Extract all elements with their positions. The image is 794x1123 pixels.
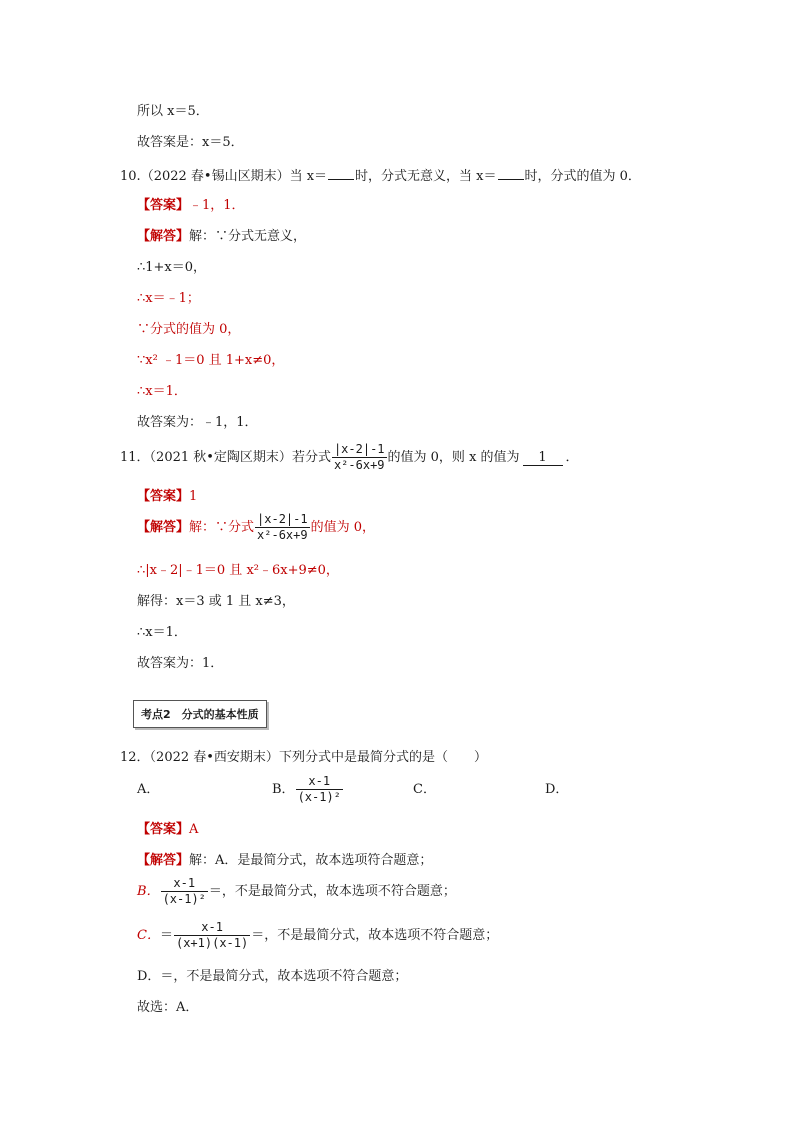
fraction: $\frac{x-1}{\text{(x-1)²}}$: [162, 876, 206, 906]
text-line: 所以 x＝5．: [137, 104, 209, 119]
answer-value: ﹣1，1．: [189, 198, 245, 213]
question-number: 10.: [120, 169, 141, 184]
answer-value: 1: [189, 489, 198, 504]
question-10: 10.（2022 春•锡山区期末）当 x＝ 时，分式无意义，当 x＝ 时，分式的值为 0．: [120, 166, 641, 186]
section-heading: 考点2 分式的基本性质: [133, 700, 267, 728]
conclusion: 故答案为：﹣1，1．: [137, 415, 258, 430]
solution-step: ∵x² ﹣1＝0 且 1+x≠0，: [137, 353, 285, 368]
answer-line: [137, 821, 198, 839]
fraction: $\frac{x-1}{(x+1)(x-1)}$: [175, 920, 249, 950]
question-source: （2022 春•西安期末）: [149, 750, 279, 765]
solution-step: ∴|x﹣2|﹣1＝0 且 x²﹣6x+9≠0，: [137, 563, 339, 578]
solution-label: 【解答】: [137, 520, 190, 535]
option-c: C．: [413, 782, 436, 797]
option-d: D．: [545, 782, 569, 797]
conclusion: 故选：A．: [137, 1000, 199, 1015]
answer-blank: 1: [523, 451, 563, 466]
solution-line: 【解答】解：A．是最简分式，故本选项符合题意；: [137, 853, 433, 868]
question-11: 11．（2021 秋•定陶区期末）若分式 $\frac{|x-2|-1}{\text{x²-6x+9}}$ 的值为 0，则 x 的值为 1 ．: [120, 442, 579, 472]
solution-step: ∴x＝1．: [137, 625, 187, 640]
answer-blank: [498, 166, 524, 180]
answer-value: A: [189, 822, 199, 837]
solution-line: 【解答】解：∵分式 $\frac{|x-2|-1}{\text{x²-6x+9}}$ 的值为 0，: [137, 512, 376, 542]
answer-line: [137, 488, 197, 506]
question-12: 12．（2022 春•西安期末）下列分式中是最简分式的是（ ）: [120, 750, 487, 765]
solution-step: ∴x＝1．: [137, 384, 187, 399]
answer-blank: [328, 166, 354, 180]
solution-step: D．＝，不是最简分式，故本选项不符合题意；: [137, 969, 408, 984]
solution-step: ∴1+x＝0，: [137, 260, 207, 275]
answer-line: [137, 197, 245, 215]
solution-step: C．＝ $\frac{x-1}{(x+1)(x-1)}$ ＝，不是最简分式，故本选项不符合题意；: [137, 920, 499, 950]
solution-step: B． $\frac{x-1}{\text{(x-1)²}}$ ＝，不是最简分式，故本选项不符合题意；: [137, 876, 456, 906]
fraction: $\frac{|x-2|-1}{\text{x²-6x+9}}$: [257, 512, 308, 542]
option-a: A．: [137, 782, 160, 797]
solution-line: 【解答】解：∵分式无意义，: [137, 229, 307, 244]
answer-label: 【答案】: [137, 822, 190, 837]
question-source: （2022 春•锡山区期末）: [140, 169, 290, 184]
question-number: 11．: [120, 450, 150, 465]
question-number: 12．: [120, 750, 150, 765]
solution-label: 【解答】: [137, 853, 190, 868]
solution-step: 解得：x＝3 或 1 且 x≠3，: [137, 594, 295, 609]
conclusion: 故答案为：1．: [137, 656, 224, 671]
solution-step: ∵分式的值为 0，: [137, 322, 241, 337]
fraction: $\frac{x-1}{\text{(x-1)²}}$: [297, 774, 341, 804]
solution-label: 【解答】: [137, 229, 190, 244]
solution-step: ∴x＝﹣1；: [137, 291, 200, 306]
option-b: B． $\frac{x-1}{\text{(x-1)²}}$: [272, 774, 341, 804]
answer-label: 【答案】: [137, 489, 190, 504]
question-source: （2021 秋•定陶区期末）: [149, 450, 292, 465]
fraction: $\frac{|x-2|-1}{\text{x²-6x+9}}$: [333, 442, 385, 472]
text-line: 故答案是：x＝5．: [137, 135, 244, 150]
answer-label: 【答案】: [137, 198, 190, 213]
